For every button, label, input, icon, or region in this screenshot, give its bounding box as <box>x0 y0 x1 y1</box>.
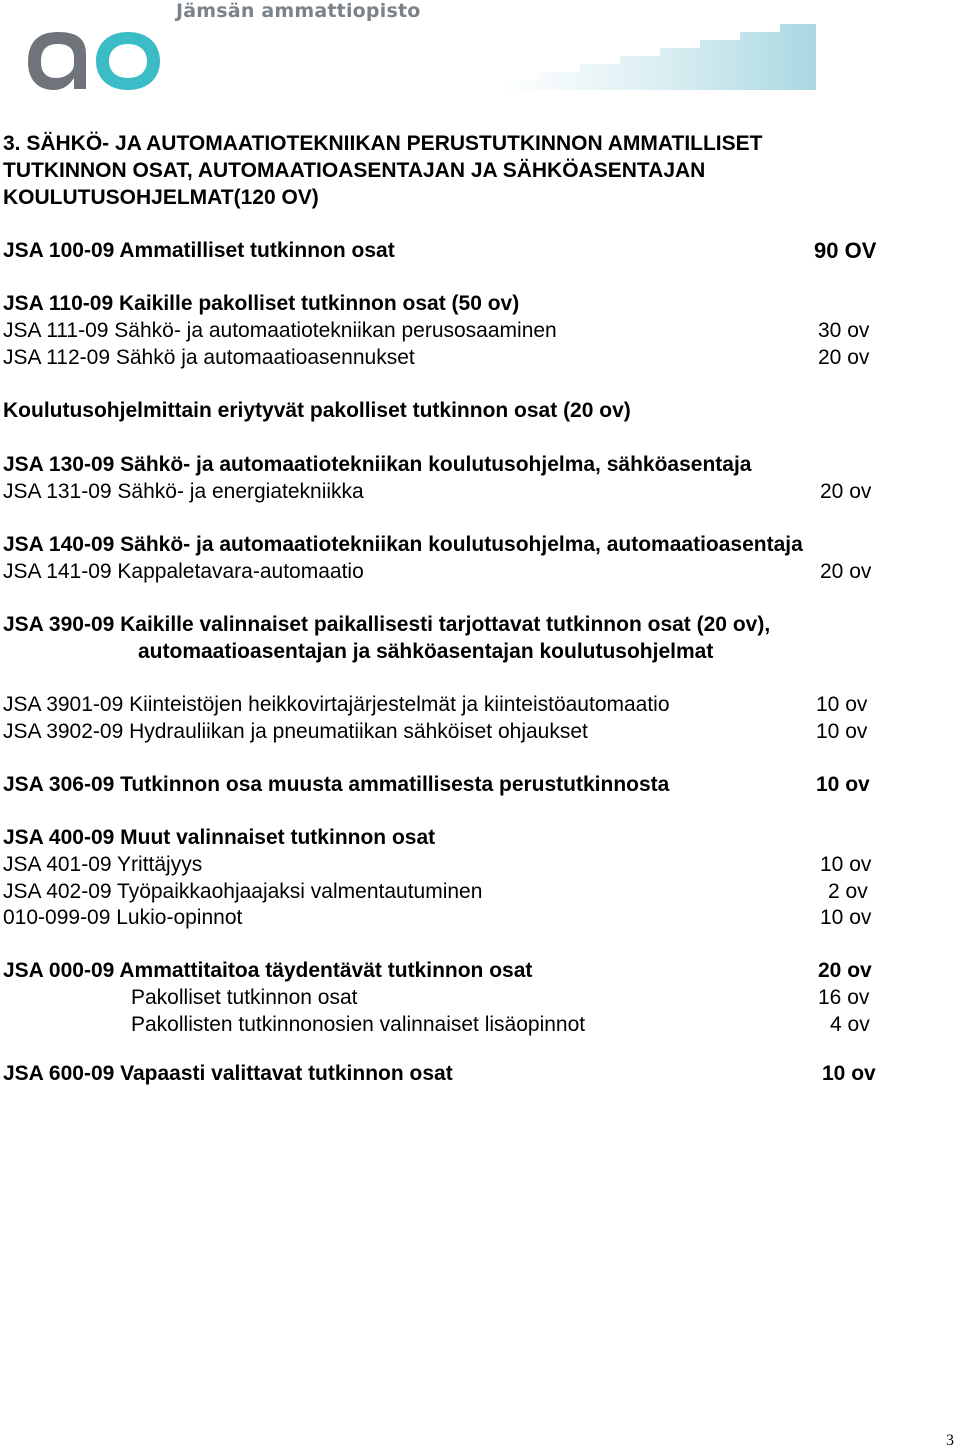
row-label: JSA 112-09 Sähkö ja automaatioasennukset <box>3 346 415 369</box>
row-label: JSA 390-09 Kaikille valinnaiset paikallisesti tarjottavat tutkinnon osat (20 ov), <box>3 613 771 636</box>
row-label: JSA 141-09 Kappaletavara-automaatio <box>3 560 364 583</box>
row-value: 20 ov <box>820 480 872 503</box>
row-value: 90 OV <box>814 238 877 263</box>
row-value: 20 ov <box>818 346 870 369</box>
row-label: JSA 400-09 Muut valinnaiset tutkinnon osat <box>3 826 436 849</box>
row-value: 2 ov <box>828 880 868 903</box>
row-label: Pakollisten tutkinnonosien valinnaiset lisäopinnot <box>131 1013 586 1036</box>
row-label: automaatioasentajan ja sähköasentajan koulutusohjelmat <box>138 640 714 663</box>
row-value: 10 ov <box>816 773 870 796</box>
title-line: KOULUTUSOHJELMAT(120 OV) <box>3 186 319 209</box>
row-label: JSA 306-09 Tutkinnon osa muusta ammatillisesta perustutkinnosta <box>3 773 670 796</box>
row-label: JSA 402-09 Työpaikkaohjaajaksi valmentautuminen <box>3 880 483 903</box>
row-label: JSA 100-09 Ammatilliset tutkinnon osat <box>3 239 395 262</box>
row-value: 4 ov <box>830 1013 870 1036</box>
section-title <box>3 130 903 211</box>
row-label: JSA 131-09 Sähkö- ja energiatekniikka <box>3 480 364 503</box>
org-name: Jämsän ammattiopisto <box>176 0 421 22</box>
row-value: 30 ov <box>818 319 870 342</box>
row-label: JSA 3902-09 Hydrauliikan ja pneumatiikan sähköiset ohjaukset <box>3 720 588 743</box>
row-label: JSA 130-09 Sähkö- ja automaatiotekniikan koulutusohjelma, sähköasentaja <box>3 453 752 476</box>
row-value: 10 ov <box>820 906 872 929</box>
row-label: Koulutusohjelmittain eriytyvät pakolliset tutkinnon osat (20 ov) <box>3 399 631 422</box>
row-value: 20 ov <box>820 560 872 583</box>
row-label: JSA 000-09 Ammattitaitoa täydentävät tutkinnon osat <box>3 959 533 982</box>
row-value: 10 ov <box>820 853 872 876</box>
row-label: JSA 3901-09 Kiinteistöjen heikkovirtajärjestelmät ja kiinteistöautomaatio <box>3 693 670 716</box>
row-value: 16 ov <box>818 986 870 1009</box>
row-label: JSA 110-09 Kaikille pakolliset tutkinnon osat (50 ov) <box>3 292 520 315</box>
title-line: TUTKINNON OSAT, AUTOMAATIOASENTAJAN JA SÄHKÖASENTAJAN <box>3 159 706 182</box>
row-label: JSA 111-09 Sähkö- ja automaatiotekniikan perusosaaminen <box>3 319 557 342</box>
row-value: 10 ov <box>816 693 868 716</box>
ao-logo <box>24 18 164 94</box>
title-line: 3. SÄHKÖ- JA AUTOMAATIOTEKNIIKAN PERUSTUTKINNON AMMATILLISET <box>3 132 763 155</box>
row-label: JSA 401-09 Yrittäjyys <box>3 853 203 876</box>
row-label: JSA 600-09 Vapaasti valittavat tutkinnon osat <box>3 1062 453 1085</box>
row-label: JSA 140-09 Sähkö- ja automaatiotekniikan koulutusohjelma, automaatioasentaja <box>3 533 803 556</box>
row-value: 10 ov <box>822 1062 876 1085</box>
row-value: 10 ov <box>816 720 868 743</box>
row-label: 010-099-09 Lukio-opinnot <box>3 906 243 929</box>
header <box>0 0 960 100</box>
row-label: Pakolliset tutkinnon osat <box>131 986 358 1009</box>
page-number: 3 <box>946 1432 954 1449</box>
stairs-graphic <box>500 18 820 90</box>
row-value: 20 ov <box>818 959 872 982</box>
